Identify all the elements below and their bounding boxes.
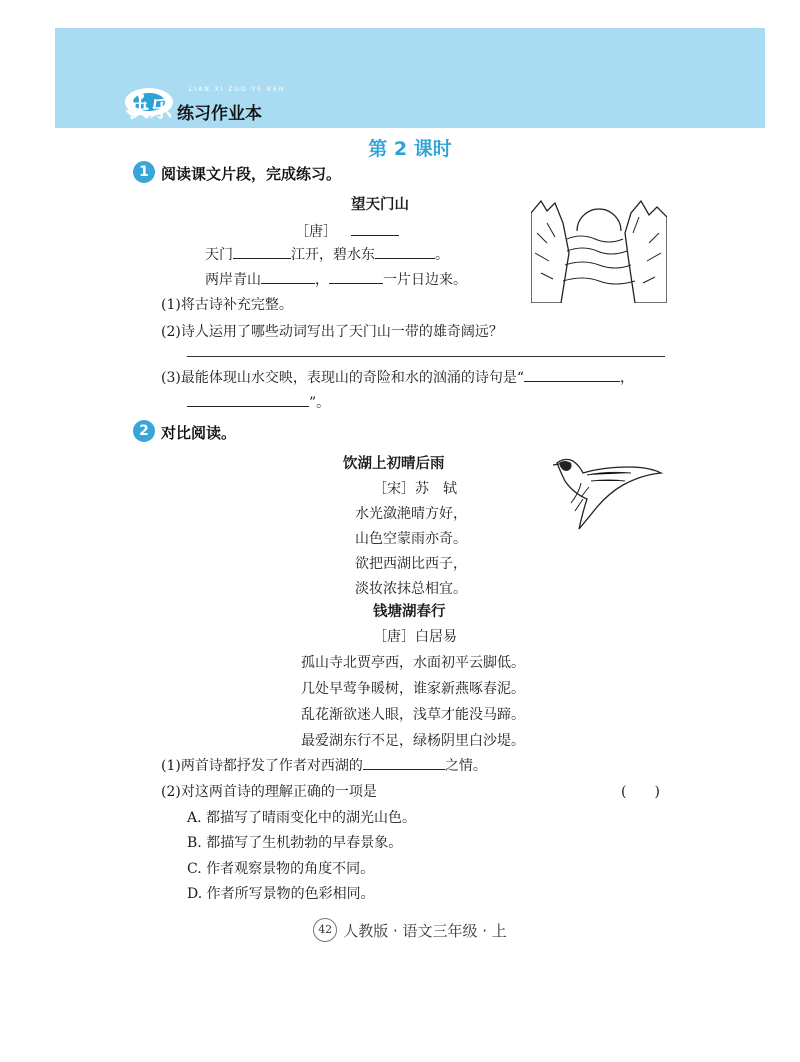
poem1-line-1: 水光潋滟晴方好， (355, 506, 467, 522)
option-b[interactable]: B. 都描写了生机勃勃的早春景象。 (187, 835, 403, 851)
swallow-illustration-icon (551, 453, 667, 531)
s2-question-2: (2)对这两首诗的理解正确的一项是 (161, 784, 377, 800)
line2-blank-2[interactable] (329, 269, 383, 284)
lesson-title: 第 2 课时 (368, 138, 452, 160)
s2-q1-text: (1)两首诗都抒发了作者对西湖的 (161, 758, 363, 774)
line2-text-b: ， (315, 272, 329, 288)
poem-title-qiantanghu: 钱塘湖春行 (373, 604, 446, 620)
brand-title (127, 86, 286, 124)
s2-q2-answer-paren[interactable]: ( ) (621, 784, 660, 800)
poem2-line-1: 孤山寺北贾亭西，水面初平云脚低。 (301, 655, 525, 671)
brand-book: 练习作业本 (177, 104, 263, 124)
poem1-author: ［宋］苏 轼 (373, 481, 457, 497)
s1-question-2: (2)诗人运用了哪些动词写出了天门山一带的雄奇阔远？ (161, 324, 503, 340)
author-blank[interactable] (351, 221, 399, 236)
s1-q2-answer-line[interactable] (187, 356, 665, 357)
workbook-page (55, 28, 765, 958)
option-d[interactable]: D. 作者所写景物的色彩相同。 (187, 886, 375, 902)
poem2-line-4: 最爱湖东行不足，绿杨阴里白沙堤。 (301, 733, 525, 749)
poem2-author: ［唐］白居易 (373, 629, 457, 645)
poem1-line-3: 欲把西湖比西子， (355, 556, 467, 572)
poem-line-2 (205, 269, 467, 289)
line2-text-c: 一片日边来。 (383, 272, 467, 288)
poem-line-1 (205, 244, 449, 264)
line1-text-a: 天门 (205, 247, 233, 263)
page-footer (55, 918, 765, 942)
section-1-badge: 1 (133, 161, 155, 183)
poem2-line-2: 几处早莺争暖树，谁家新燕啄春泥。 (301, 681, 525, 697)
s1-q3-close: ”。 (309, 395, 331, 411)
author-dynasty: ［唐］ (295, 224, 337, 240)
line2-text-a: 两岸青山 (205, 272, 261, 288)
edition-label: 人教版 · 语文三年级 · 上 (343, 921, 507, 940)
poem-title-yinhushang: 饮湖上初晴后雨 (343, 456, 445, 472)
line1-text-c: 。 (435, 247, 449, 263)
section-1-title: 阅读课文片段，完成练习。 (161, 165, 342, 183)
s1-question-1: (1)将古诗补充完整。 (161, 297, 293, 313)
poem1-line-4: 淡妆浓抹总相宜。 (355, 581, 467, 597)
brand-happy: 快乐 (127, 98, 174, 123)
s2-q1-blank[interactable] (363, 755, 445, 770)
line1-blank-1[interactable] (233, 244, 291, 259)
poem-title-wangtianmenshan: 望天门山 (351, 197, 409, 213)
s2-question-1 (161, 755, 487, 775)
s1-q3-blank-1[interactable] (524, 367, 620, 382)
s1-question-3-cont (187, 392, 330, 412)
line1-text-b: 江开，碧水东 (291, 247, 375, 263)
poem1-line-2: 山色空蒙雨亦奇。 (355, 531, 467, 547)
mountain-river-illustration-icon (531, 193, 667, 303)
brand-pinyin: LIAN XI ZUO YE BEN (189, 86, 286, 93)
s1-q3-blank-2[interactable] (187, 392, 309, 407)
poem-author-line (295, 221, 399, 241)
section-2-title: 对比阅读。 (161, 424, 237, 442)
page-number: 42 (313, 918, 337, 942)
s1-q3-text: (3)最能体现山水交映，表现山的奇险和水的汹涌的诗句是“ (161, 370, 524, 386)
poem2-line-3: 乱花渐欲迷人眼，浅草才能没马蹄。 (301, 707, 525, 723)
line2-blank-1[interactable] (261, 269, 315, 284)
s1-question-3 (161, 367, 634, 387)
s1-q3-comma: ， (620, 370, 634, 386)
s2-q1-end: 之情。 (444, 758, 487, 774)
option-a[interactable]: A. 都描写了晴雨变化中的湖光山色。 (187, 810, 417, 826)
line1-blank-2[interactable] (375, 244, 435, 259)
option-c[interactable]: C. 作者观察景物的角度不同。 (187, 861, 375, 877)
section-2-badge: 2 (133, 420, 155, 442)
